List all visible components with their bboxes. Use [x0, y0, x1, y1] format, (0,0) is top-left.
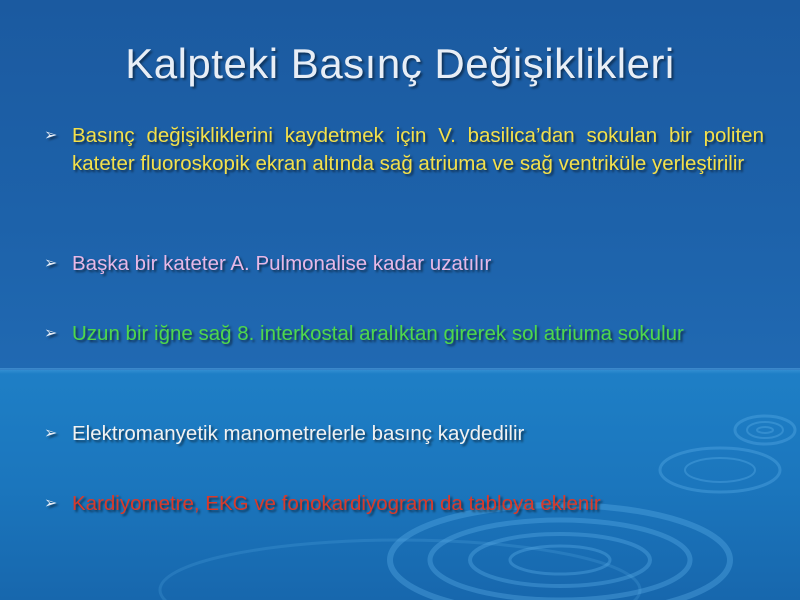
- arrow-right-icon: ➢: [44, 255, 58, 272]
- bullet-text: Elektromanyetik manometrelerle basınç kaydedilir: [72, 422, 525, 445]
- arrow-right-icon: ➢: [44, 495, 58, 512]
- arrow-right-icon: ➢: [44, 425, 58, 442]
- slide-title: Kalpteki Basınç Değişiklikleri: [125, 40, 675, 87]
- bullet-item: [44, 420, 764, 448]
- bullet-text: Uzun bir iğne sağ 8. interkostal aralıktan girerek sol atriuma sokulur: [72, 322, 684, 345]
- bullet-text: Kardiyometre, EKG ve fonokardiyogram da tabloya eklenir: [72, 492, 601, 515]
- bullet-item: [44, 250, 764, 278]
- bullet-item: [44, 490, 764, 518]
- bullet-text: Basınç değişikliklerini kaydetmek için V. basilica’dan sokulan bir politen kateter fluoroskopik ekran altında sağ atriuma ve sağ ventriküle yerleştirilir: [72, 124, 764, 175]
- bullet-item: [44, 122, 764, 178]
- arrow-right-icon: ➢: [44, 127, 58, 144]
- bullet-item: [44, 320, 764, 348]
- arrow-right-icon: ➢: [44, 325, 58, 342]
- bullet-text: Başka bir kateter A. Pulmonalise kadar uzatılır: [72, 252, 492, 275]
